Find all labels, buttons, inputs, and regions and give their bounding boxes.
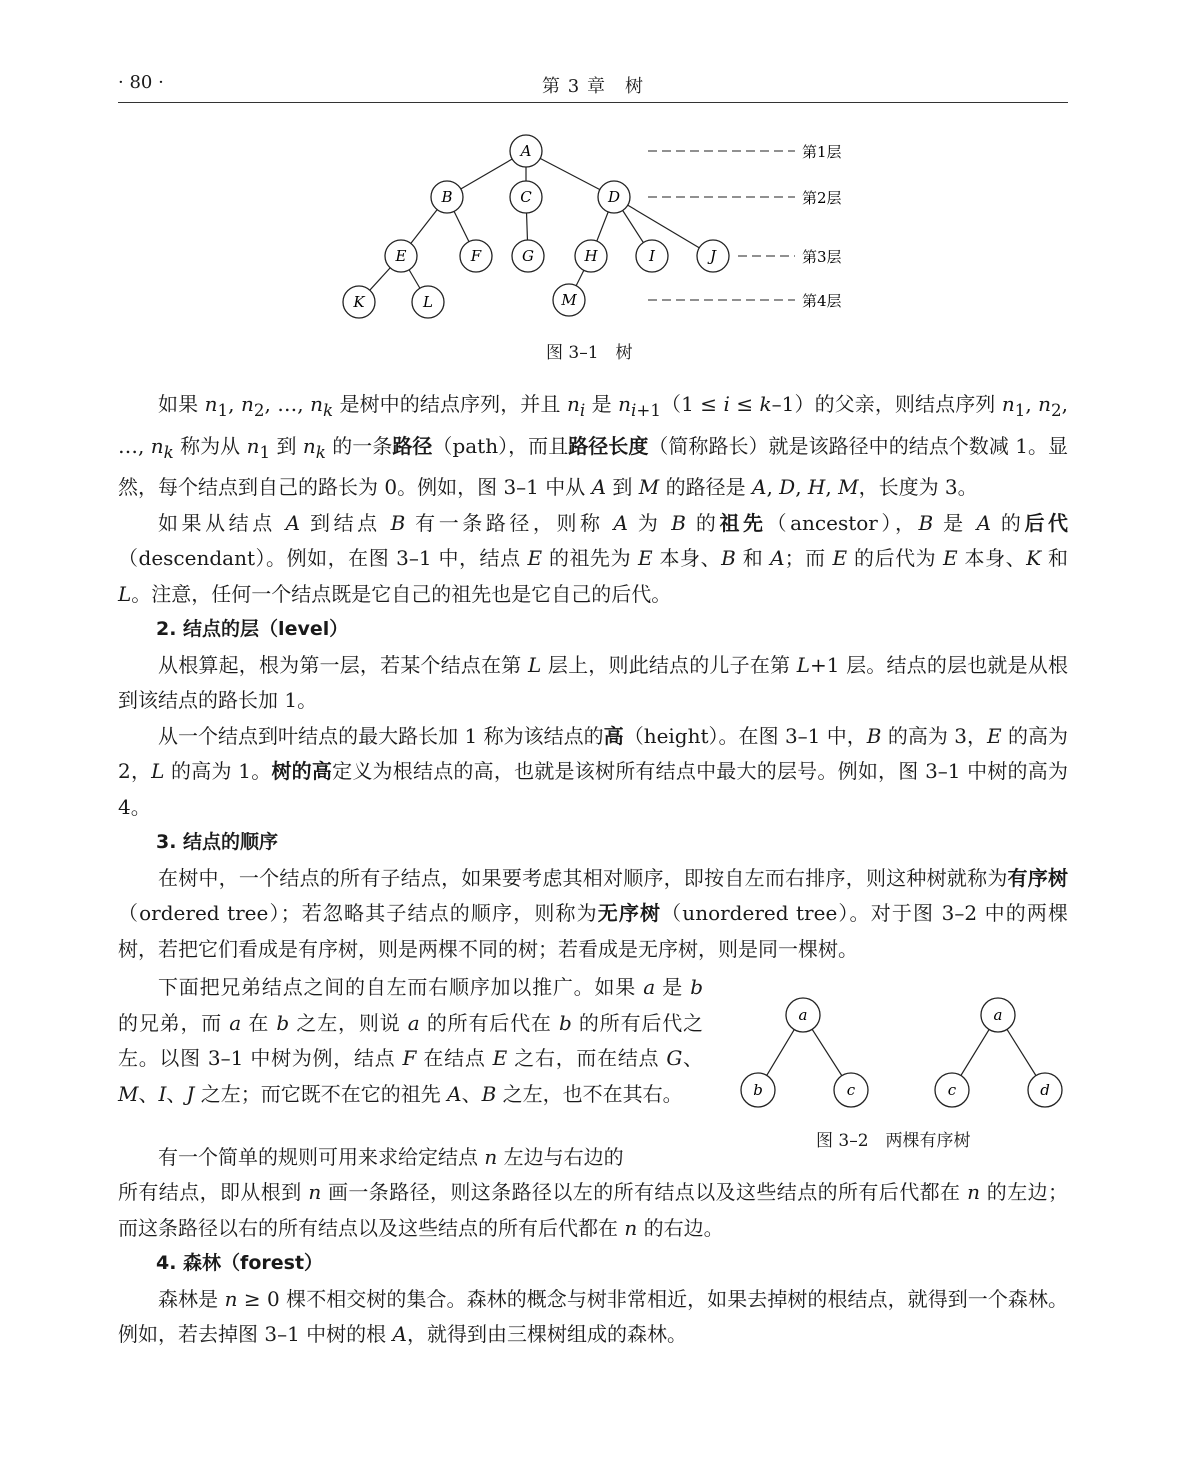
chapter-title: 第 3 章 树 [542,76,644,97]
tree-node-label-a: a [993,1006,1003,1024]
section-heading-forest: 4. 森林（forest） [156,1252,324,1274]
paragraph-path: 如果 $n_1$, $n_2$, …, $n_k$ 是树中的结点序列，并且 $n_i$ 是 $n_{i+1}(1 \le i \le k-1)$的父亲，则结点序列 $n_1$, $n_2$, …, $n_k$ 称为从 $n_1$ 到 $n_k$ 的一条路径（path），而且路径长度（简称路长）就是该路径中的结点个数减 1。显然，每个结点到自己的路长为 0。例如，图 3–1 中从 A 到 M 的路径是 A, D, H, M，长度为 3。 [118,392,1069,499]
paragraph-sibling-order: 下面把兄弟结点之间的自左而右顺序加以推广。如果 a 是 b 的兄弟，而 a 在 b 之左，则说 a 的所有后代在 b 的所有后代之左。以图 3–1 中树为例，结点 F 在结点 E 之右，而在结点 G、M、I、J 之左；而它既不在它的祖先 A、B 之左，也不在其右。 [118,975,704,1106]
tree-node-label-L: L [423,293,433,311]
paragraph-ancestor: 如果从结点 A 到结点 B 有一条路径，则称 A 为 B 的祖先（ancestor），B 是 A 的后代（descendant）。例如，在图 3–1 中，结点 E 的祖先为 E 本身、B 和 A；而 E 的后代为 E 本身、K 和 L。注意，任何一个结点既是它自己的祖先也是它自己的后代。 [118,510,1069,606]
tree-node-label-c: c [947,1081,957,1099]
page-number: · 80 · [118,72,164,93]
level-label-3: 第3层 [802,248,842,266]
tree-node-label-C: C [520,188,532,206]
paragraph-level: 从根算起，根为第一层，若某个结点在第 L 层上，则此结点的儿子在第 L+1 层。结点的层也就是从根到该结点的路长加 1。 [118,652,1069,712]
tree-node-label-b: b [753,1081,763,1099]
paragraph-height: 从一个结点到叶结点的最大路长加 1 称为该结点的高（height）。在图 3–1 中，B 的高为 3，E 的高为 2，L 的高为 1。树的高定义为根结点的高，也就是该树所有结点中最大的层号。例如，图 3–1 中树的高为 4。 [118,723,1069,819]
tree-node-label-M: M [561,291,577,309]
level-label-2: 第2层 [802,189,842,207]
figure-3-2-ordered-trees [730,990,1070,1120]
paragraph-left-right-rule-end: 所有结点，即从根到 n 画一条路径，则这条路径以左的所有结点以及这些结点的所有后代都在 n 的左边；而这条路径以右的所有结点以及这些结点的所有后代都在 n 的右边。 [118,1180,1069,1240]
tree-node-label-d: d [1040,1081,1050,1099]
section-heading-level: 2. 结点的层（level） [156,618,349,640]
figure-3-1-caption: 图 3–1 树 [546,343,633,363]
level-label-4: 第4层 [802,292,842,310]
page-header [118,68,1068,103]
section-heading-order: 3. 结点的顺序 [156,831,279,853]
figure-3-2-caption: 图 3–2 两棵有序树 [816,1131,971,1151]
paragraph-left-right-rule-start: 有一个简单的规则可用来求给定结点 n 左边与右边的 [158,1145,624,1169]
body-text-bottom [118,1175,1068,1353]
paragraph-forest: 森林是 n ≥ 0 棵不相交树的集合。森林的概念与树非常相近，如果去掉树的根结点，就得到一个森林。例如，若去掉图 3–1 中树的根 A，就得到由三棵树组成的森林。 [118,1286,1069,1346]
tree-node-label-c: c [846,1081,856,1099]
tree-node-label-E: E [395,247,407,265]
body-text-top [118,387,1068,967]
tree-node-label-I: I [649,247,655,265]
tree-node-label-D: D [607,188,621,206]
tree-node-label-J: J [709,247,717,265]
tree-node-label-A: A [520,142,532,160]
tree-node-label-H: H [584,247,598,265]
tree-node-label-a: a [798,1006,808,1024]
tree-node-label-K: K [353,293,365,311]
level-label-1: 第1层 [802,143,842,161]
tree-node-label-F: F [470,247,482,265]
tree-node-label-G: G [522,247,534,265]
paragraph-ordered-tree: 在树中，一个结点的所有子结点，如果要考虑其相对顺序，即按自左而右排序，则这种树就称为有序树（ordered tree）；若忽略其子结点的顺序，则称为无序树（unordered tree）。对于图 3–2 中的两棵树，若把它们看成是有序树，则是两棵不同的树；若看成是无序树，则是同一棵树。 [118,865,1069,961]
tree-node-label-B: B [441,188,453,206]
figure-3-1-tree [330,125,870,325]
